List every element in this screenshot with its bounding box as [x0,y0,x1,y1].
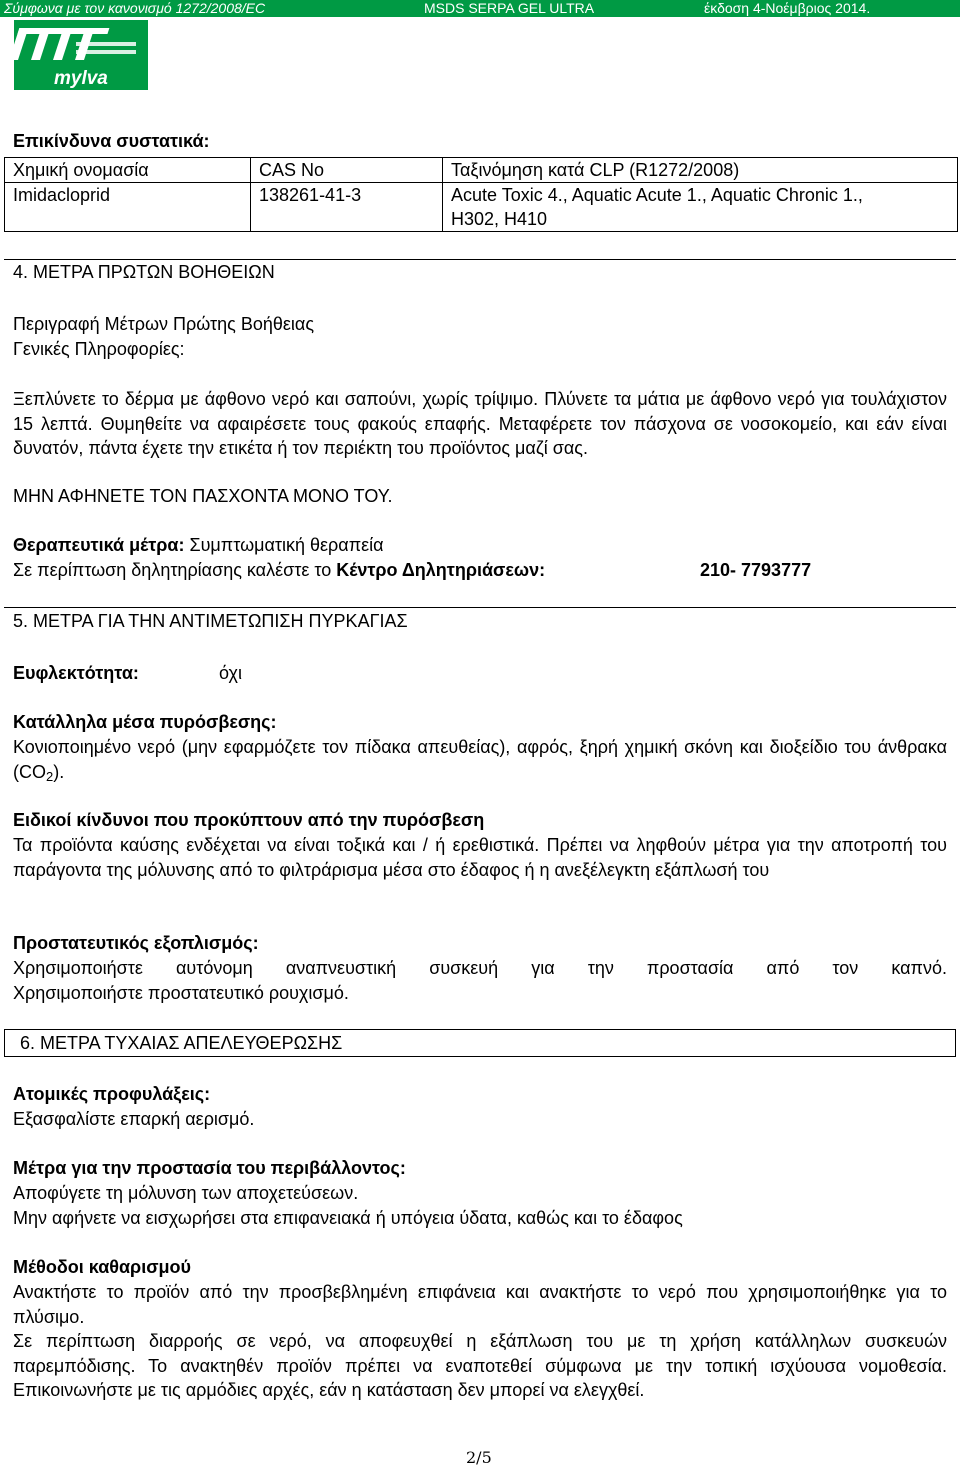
cell-classification [443,183,958,232]
col-classification: Ταξινόμηση κατά CLP (R1272/2008) [443,158,958,183]
header-bar [0,0,960,17]
flammability-value: όχι [219,663,242,683]
ingredients-table [4,157,958,232]
poison-text: Σε περίπτωση δηλητηρίασης καλέστε το [13,560,337,580]
env-label: Μέτρα για την προστασία του περιβάλλοντος: [13,1158,406,1178]
therapy-line [13,533,947,558]
mylva-logo [14,20,148,90]
flammability-line [13,661,947,686]
header-product: MSDS SERPA GEL ULTRA [424,0,595,16]
classification-line2: H302, H410 [451,209,548,229]
section4-subtitle1: Περιγραφή Μέτρων Πρώτης Βοήθειας [13,314,314,334]
section4-title: 4. ΜΕΤΡΑ ΠΡΩΤΩΝ ΒΟΗΘΕΙΩΝ [13,262,275,282]
poison-center: Κέντρο Δηλητηριάσεων: [336,560,546,580]
col-chemical-name: Χημική ονομασία [5,158,251,183]
env-text2: Μην αφήνετε να εισχωρήσει στα επιφανειακά ή υπόγεια ύδατα, καθώς και το έδαφος [13,1208,683,1228]
classification-line1: Acute Toxic 4., Aquatic Acute 1., Aquatic Chronic 1., [451,185,863,205]
section6-title: 6. ΜΕΤΡΑ ΤΥΧΑΙΑΣ ΑΠΕΛΕΥΘΕΡΩΣΗΣ [20,1033,343,1053]
first-aid-text2: Θυμηθείτε να αφαιρέσετε τους φακούς επαφής. [92,413,491,434]
section5-title: 5. ΜΕΤΡΑ ΓΙΑ ΤΗΝ ΑΝΤΙΜΕΤΩΠΙΣΗ ΠΥΡΚΑΓΙΑΣ [13,611,408,631]
equipment-text2: Χρησιμοποιήστε προστατευτικό ρουχισμό. [13,983,349,1003]
cell-name: Imidacloprid [5,183,251,232]
media-end: ). [53,761,65,782]
personal-label: Ατομικές προφυλάξεις: [13,1084,211,1104]
equipment-text1: Χρησιμοποιήστε αυτόνομη αναπνευστική συσκευή για την προστασία από τον καπνό. [13,958,947,978]
env-text1: Αποφύγετε τη μόλυνση των αποχετεύσεων. [13,1183,359,1203]
logo-text: mylva [54,68,108,89]
hazards-label: Ειδικοί κίνδυνοι που προκύπτουν από την πυρόσβεση [13,810,485,830]
cell-cas: 138261-41-3 [251,183,443,232]
personal-text: Εξασφαλίστε επαρκή αερισμό. [13,1109,255,1129]
cleanup-text2: Σε περίπτωση διαρροής σε νερό, να αποφευχθεί η εξάπλωση του με τη χρήση κατάλληλων συσκευών παρεμπόδισης. Το ανακτηθέν προϊόν πρέπει να εναποτεθεί σύμφωνα με την τοπική ισχύουσα νομοθεσία. Επικοινωνήστε με τις αρμόδιες αρχές, εάν η κατάσταση δεν μπορεί να ελεγχθεί. [13,1331,947,1400]
media-label: Κατάλληλα μέσα πυρόσβεσης: [13,712,277,732]
poison-line [13,558,947,583]
hazardous-heading: Επικίνδυνα συστατικά: [13,131,210,151]
table-row [5,183,958,232]
cleanup-label: Μέθοδοι καθαρισμού [13,1257,191,1277]
section5-divider [4,607,956,608]
header-edition: έκδοση 4-Νοέμβριος 2014. [704,0,871,16]
media-text: Κονιοποιημένο νερό (μην εφαρμόζετε τον πίδακα απευθείας), αφρός, ξηρή χημική σκόνη και διοξείδιο του άνθρακα (CO [13,737,947,782]
therapy-value: Συμπτωματική θεραπεία [184,535,384,555]
first-aid-paragraph [13,387,947,461]
equipment-label: Προστατευτικός εξοπλισμός: [13,933,259,953]
page-number: 2/5 [466,1448,492,1467]
first-aid-text1: Ξεπλύνετε το δέρμα με άφθονο νερό και σαπούνι, χωρίς τρίψιμο. Πλύνετε τα μάτια με άφθονο νερό για τουλάχιστον 15 λεπτά. [13,389,947,434]
flammability-label: Ευφλεκτότητα: [13,663,139,683]
header-regulation: Σύμφωνα με τον κανονισμό 1272/2008/EC [4,0,266,16]
poison-phone: 210- 7793777 [700,560,812,580]
table-header-row [5,158,958,183]
section4-subtitle2: Γενικές Πληροφορίες: [13,339,185,359]
col-cas: CAS No [251,158,443,183]
section6-box [4,1029,956,1057]
media-sub: 2 [46,768,54,784]
first-aid-warning: ΜΗΝ ΑΦΗΝΕΤΕ ΤΟΝ ΠΑΣΧΟΝΤΑ ΜΟΝΟ ΤΟΥ. [13,486,393,506]
first-aid-text3: Μεταφέρετε τον πάσχονα σε νοσοκομείο, και εάν είναι δυνατόν, πάντα έχετε την ετικέτα ή τον περιέκτη του προϊόντος μαζί σας. [13,413,947,458]
therapy-label: Θεραπευτικά μέτρα: [13,535,185,555]
hazards-text: Τα προϊόντα καύσης ενδέχεται να είναι τοξικά και / ή ερεθιστικά. Πρέπει να ληφθούν μέτρα για την αποτροπή του παράγοντα της μόλυνσης από το φιλτράρισμα μέσα στο έδαφος ή η ανεξέλεγκτη εξάπλωσή του [13,835,947,880]
cleanup-text1: Ανακτήστε το προϊόν από την προσβεβλημένη επιφάνεια και ανακτήστε το νερό που χρησιμοποιήθηκε για το πλύσιμο. [13,1282,947,1327]
media-paragraph [13,735,947,784]
